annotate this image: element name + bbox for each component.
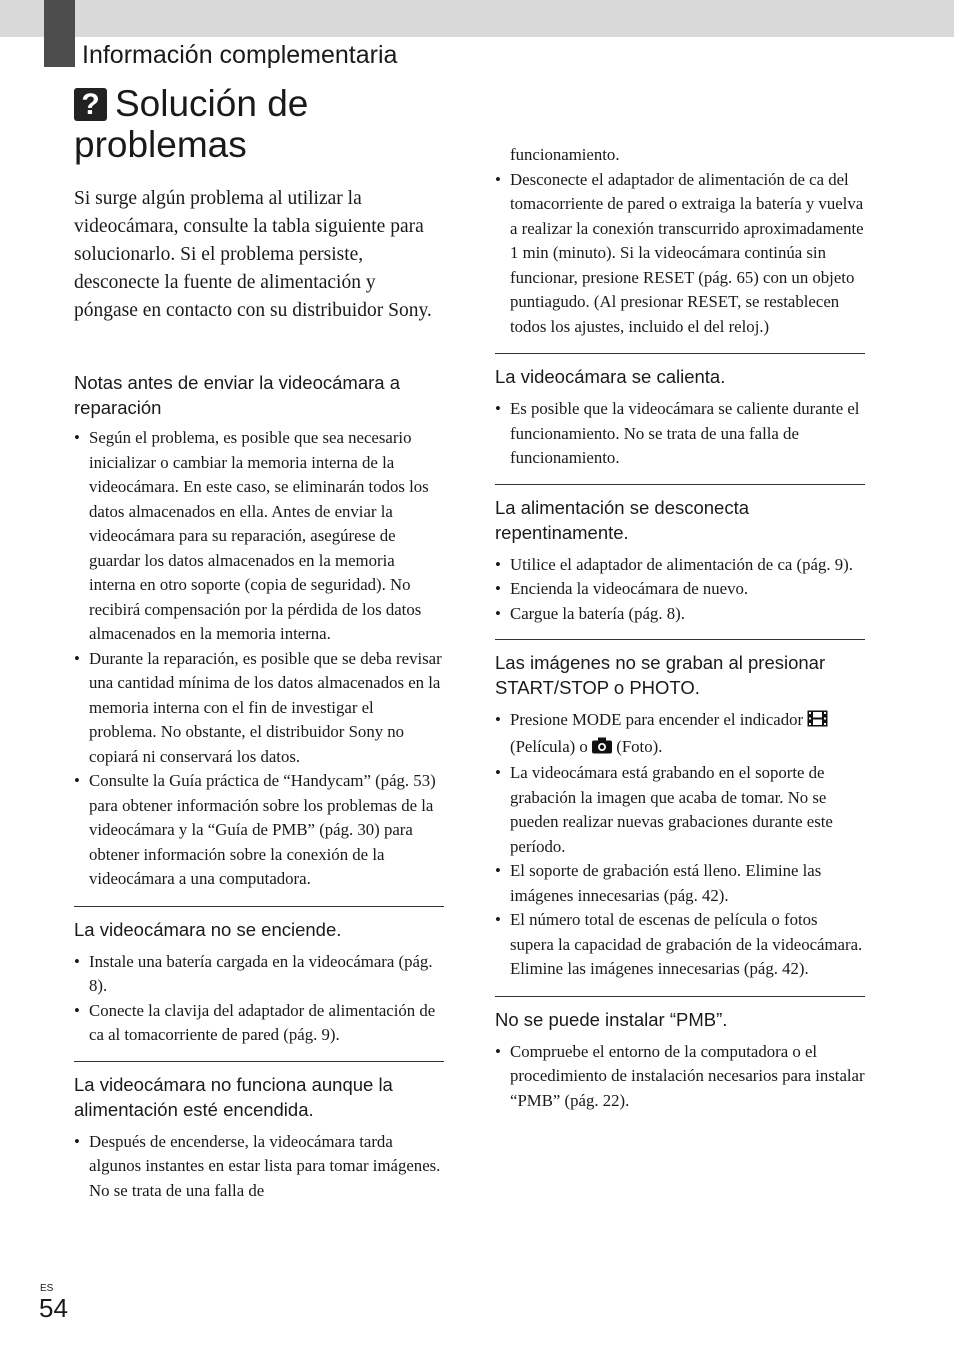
section-heading: No se puede instalar “PMB”. — [495, 1008, 728, 1030]
language-code: ES — [40, 1283, 54, 1294]
section-heading: Notas antes de enviar la videocámara a reparación — [74, 372, 400, 418]
list-item: • Instale una batería cargada en la videocámara (pág. 8). — [74, 950, 444, 999]
page-number: 54 — [39, 1293, 68, 1323]
bullet-list — [495, 708, 865, 982]
list-item: • Durante la reparación, es posible que se deba revisar una cantidad mínima de los datos almacenados en la memoria interna con el fin de investigar el problema. No obstante, el distribuidor Sony no copiará ni conservará los datos. — [74, 647, 444, 770]
question-icon: ? — [74, 88, 107, 121]
header-bar — [0, 0, 954, 37]
list-item: • Conecte la clavija del adaptador de alimentación de ca al tomacorriente de pared (pág. 9). — [74, 999, 444, 1048]
list-item: • Compruebe el entorno de la computadora o el procedimiento de instalación necesarios para instalar “PMB” (pág. 22). — [495, 1040, 865, 1114]
intro-paragraph: Si surge algún problema al utilizar la videocámara, consulte la tabla siguiente para solucionarlo. Si el problema persiste, desconecte la fuente de alimentación y póngase en contacto con su distribuidor Sony. — [74, 188, 432, 321]
list-item: • Según el problema, es posible que sea necesario inicializar o cambiar la memoria interna de la videocámara. En este caso, se eliminarán todos los datos almacenados en ella. Antes de enviar la videocámara para su reparación, asegúrese de guardar los datos almacenados en la memoria interna en otro soporte (copia de seguridad). No recibirá compensación por la pérdida de los datos almacenados en la memoria interna. — [74, 426, 444, 647]
list-item-continuation: funcionamiento. — [510, 145, 620, 164]
list-item: • Cargue la batería (pág. 8). — [495, 602, 865, 627]
list-item: • Desconecte el adaptador de alimentación de ca del tomacorriente de pared o extraiga la batería y vuelva a realizar la conexión transcurrido aproximadamente 1 min (minuto). Si la videocámara continúa sin funcionar, presione RESET (pág. 65) con un objeto puntiagudo. (Al presionar RESET, se restablecen todos los ajustes, incluido el del reloj.) — [495, 168, 865, 340]
list-item: • Utilice el adaptador de alimentación de ca (pág. 9). — [495, 553, 865, 578]
page-title: ? Solución de problemas — [74, 83, 309, 165]
section-heading: Las imágenes no se graban al presionar START/STOP o PHOTO. — [495, 652, 826, 698]
section-title: Información complementaria — [82, 41, 398, 69]
divider — [74, 1061, 444, 1062]
list-item: • El soporte de grabación está lleno. Elimine las imágenes innecesarias (pág. 42). — [495, 859, 865, 908]
bullet-list — [495, 168, 865, 340]
list-item: • El número total de escenas de película o fotos supera la capacidad de grabación de la videocámara. Elimine las imágenes innecesarias (pág. 42). — [495, 908, 865, 982]
section-heading: La alimentación se desconecta repentinamente. — [495, 496, 750, 543]
divider — [495, 484, 865, 485]
right-column — [495, 143, 865, 1113]
divider — [74, 906, 444, 907]
bullet-list — [74, 950, 444, 1048]
list-item: • Encienda la videocámara de nuevo. — [495, 577, 865, 602]
camera-icon — [592, 737, 612, 762]
bullet-list — [74, 426, 444, 892]
bullet-list — [74, 1130, 444, 1204]
left-column — [74, 370, 444, 1203]
divider — [495, 353, 865, 354]
list-item: • Consulte la Guía práctica de “Handycam” (pág. 53) para obtener información sobre los problemas de la videocámara y la “Guía de PMB” (pág. 30) para obtener información sobre la conexión de la videocámara a una computadora. — [74, 769, 444, 892]
bullet-list — [495, 397, 865, 471]
divider — [495, 639, 865, 640]
bullet-list — [495, 1040, 865, 1114]
section-heading: La videocámara no funciona aunque la alimentación esté encendida. — [74, 1073, 393, 1120]
section-heading: La videocámara se calienta. — [495, 366, 726, 387]
divider — [495, 996, 865, 997]
list-item: • Presione MODE para encender el indicador (Película) o (Foto). — [495, 708, 865, 761]
list-item: • Es posible que la videocámara se caliente durante el funcionamiento. No se trata de una falla de funcionamiento. — [495, 397, 865, 471]
section-heading: La videocámara no se enciende. — [74, 918, 342, 940]
section-tab — [44, 0, 75, 67]
list-item: • Después de encenderse, la videocámara tarda algunos instantes en estar lista para tomar imágenes. No se trata de una falla de — [74, 1130, 444, 1204]
bullet-list — [495, 553, 865, 627]
list-item: • La videocámara está grabando en el soporte de grabación la imagen que acaba de tomar. No se pueden realizar nuevas grabaciones durante este período. — [495, 761, 865, 859]
movie-icon — [807, 710, 828, 735]
